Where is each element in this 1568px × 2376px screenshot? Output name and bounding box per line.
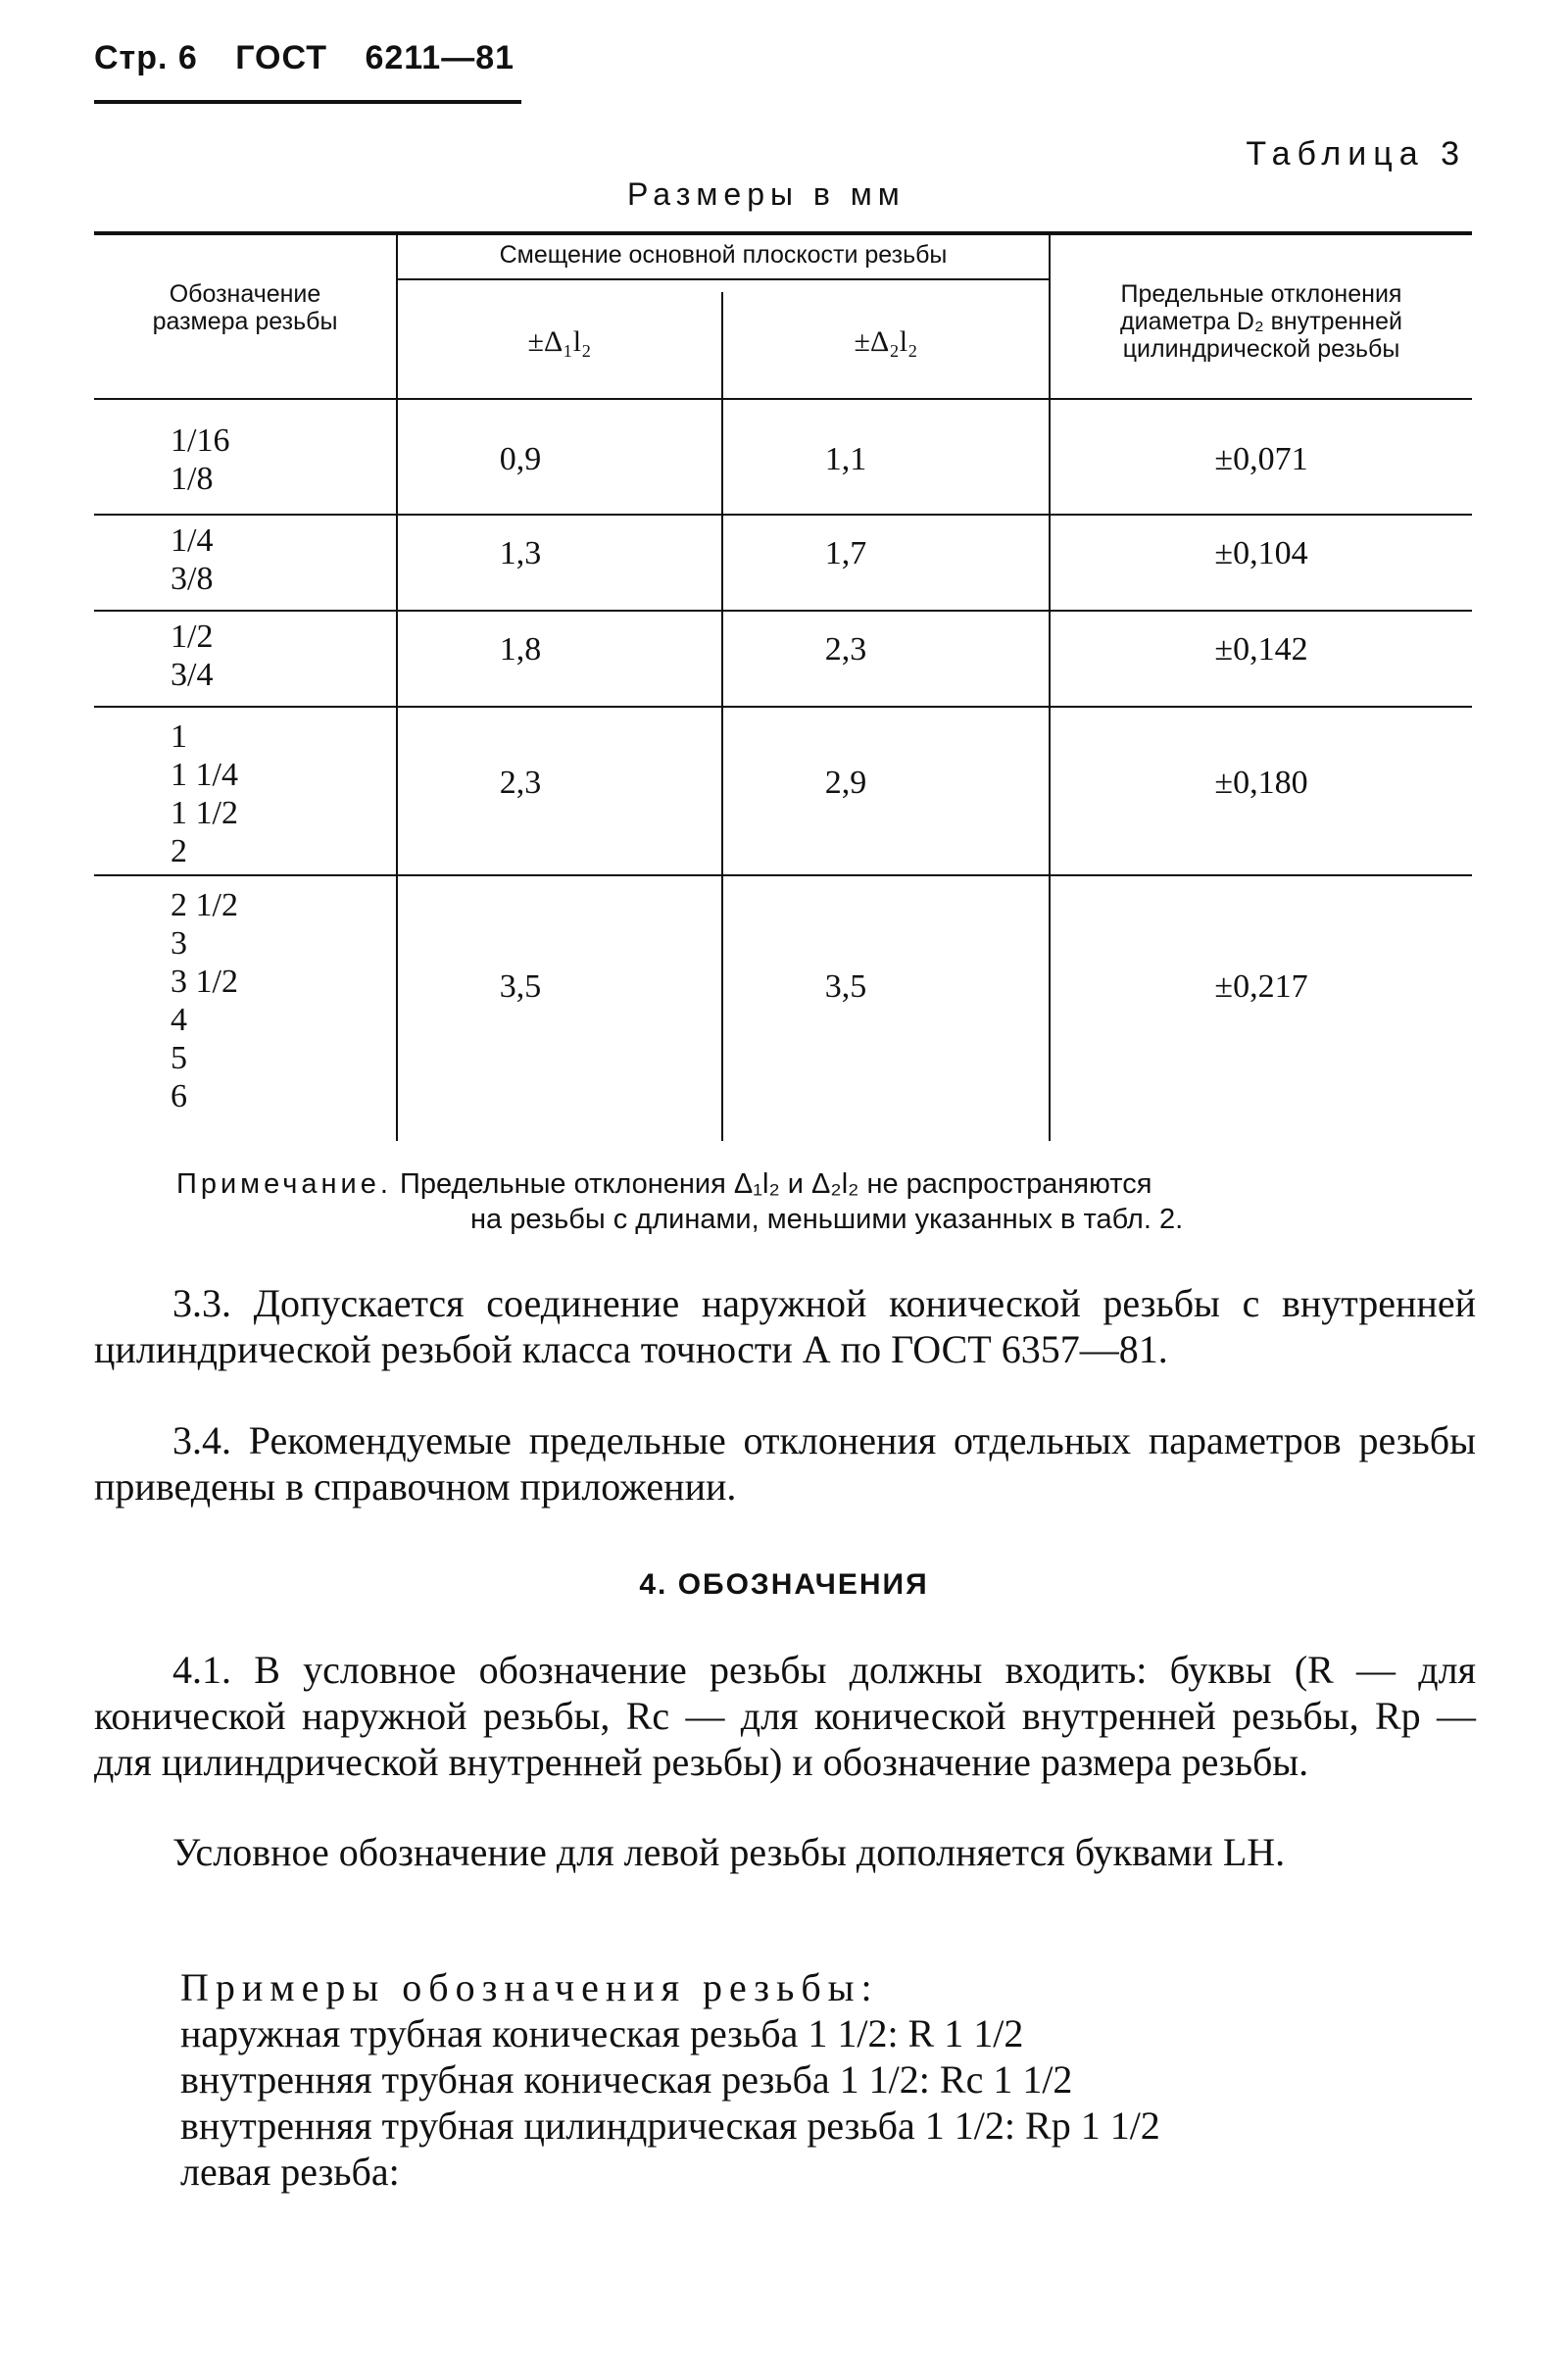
example-line: наружная трубная коническая резьба 1 1/2: R 1 1/2 [180,2011,1024,2055]
note-line2: на резьбы с длинами, меньшими указанных в табл. 2. [470,1204,1184,1235]
paragraph-4-1: 4.1. В условное обозначение резьбы должны входить: буквы (R — для конической наружной резьбы, Rc — для конической внутренней резьбы, Rp — для цилиндрической внутренней резьбы) и обозначение размера резьбы. [94,1648,1476,1784]
table-cell-delta1: 1,3 [499,535,542,571]
header-underline [94,100,521,104]
table-cell-delta2: 2,9 [824,765,867,801]
header-delta2: ±Δ₂l₂ [854,325,918,358]
header-delta1: ±Δ₁l₂ [527,325,592,358]
note-label: Примечание. [176,1168,392,1200]
table-cell-delta2: 2,3 [824,631,867,668]
header-size-designation: Обозначение размера резьбы [152,280,338,335]
table-cell-delta1: 2,3 [499,765,542,801]
table-cell-delta2: 3,5 [824,968,867,1005]
table-row-sizes: 1/16 1/8 [171,422,230,497]
table-units: Размеры в мм [627,176,906,212]
table-cell-delta2: 1,7 [824,535,867,571]
examples-title: Примеры обозначения резьбы: [180,1965,879,2009]
table-cell-deviation: ±0,180 [1214,765,1308,801]
row-rule [94,706,1472,708]
table-cell-deviation: ±0,104 [1214,535,1308,571]
table-cell-deviation: ±0,142 [1214,631,1308,668]
row-rule [94,514,1472,516]
table-note [176,1166,1470,1237]
table-label: Таблица 3 [1246,135,1466,173]
table-cell-deviation: ±0,071 [1214,441,1308,477]
page-header [94,39,542,77]
table-cell-delta2: 1,1 [824,441,867,477]
standard-label: ГОСТ [235,39,327,76]
row-rule [94,874,1472,876]
table-row-sizes: 1 1 1/4 1 1/2 2 [171,718,238,869]
data-table [94,227,1472,1141]
paragraph-left-thread: Условное обозначение для левой резьбы дополняется буквами LH. [172,1830,1286,1874]
table-row-sizes: 2 1/2 3 3 1/2 4 5 6 [171,887,238,1114]
paragraph-3-4: 3.4. Рекомендуемые предельные отклонения отдельных параметров резьбы приведены в справочном приложении. [94,1418,1476,1509]
table-cell-delta1: 1,8 [499,631,542,668]
header-limit-deviations: Предельные отклонения диаметра D₂ внутренней цилиндрической резьбы [1120,280,1402,363]
example-line: внутренняя трубная цилиндрическая резьба 1 1/2: Rp 1 1/2 [180,2104,1160,2148]
header-bottom-rule [94,398,1472,400]
table-top-rule [94,231,1472,235]
table-cell-deviation: ±0,217 [1214,968,1308,1005]
table-row-sizes: 1/4 3/8 [171,522,214,597]
example-line: внутренняя трубная коническая резьба 1 1/2: Rc 1 1/2 [180,2057,1073,2102]
row-rule [94,610,1472,612]
examples-block [180,1964,1474,2195]
page-number: Стр. 6 [94,39,198,76]
table-row-sizes: 1/2 3/4 [171,619,214,693]
header-plane-offset: Смещение основной плоскости резьбы [499,241,948,269]
table-cell-delta1: 3,5 [499,968,542,1005]
example-line: левая резьба: [180,2150,400,2194]
paragraph-3-3: 3.3. Допускается соединение наружной конической резьбы с внутренней цилиндрической резьбой класса точности А по ГОСТ 6357—81. [94,1281,1476,1371]
standard-number: 6211—81 [365,39,515,76]
column-rule [721,292,723,1141]
section-heading: 4. ОБОЗНАЧЕНИЯ [639,1568,929,1601]
group-header-rule [398,278,1051,280]
note-line1: Предельные отклонения Δ₁l₂ и Δ₂l₂ не распространяются [399,1168,1152,1200]
table-cell-delta1: 0,9 [499,441,542,477]
